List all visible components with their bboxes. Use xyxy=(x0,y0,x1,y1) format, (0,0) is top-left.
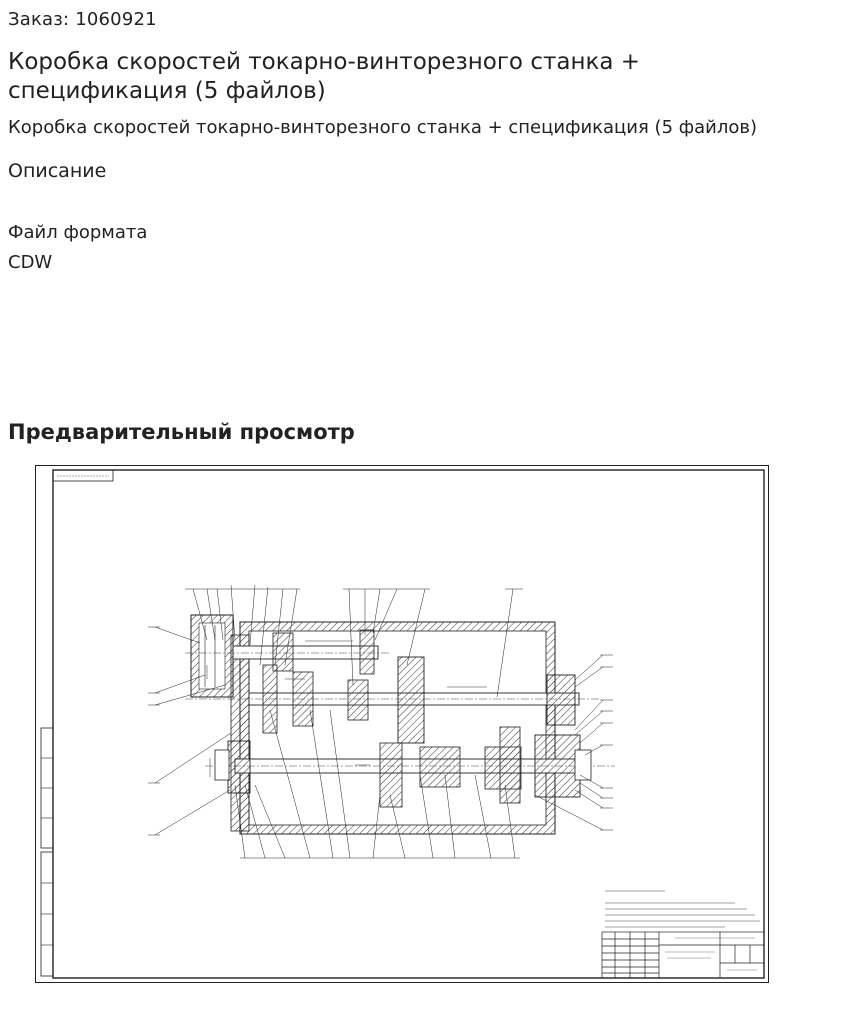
product-title: Коробка скоростей токарно-винторезного станка + спецификация (5 файлов) xyxy=(8,49,641,104)
description-heading: Описание xyxy=(8,160,107,182)
product-subtitle: Коробка скоростей токарно-винторезного станка + спецификация (5 файлов) xyxy=(8,117,758,138)
preview-heading: Предварительный просмотр xyxy=(8,420,355,444)
file-format-heading: Файл формата xyxy=(8,222,148,243)
preview-drawing[interactable] xyxy=(35,465,769,983)
file-format-value: CDW xyxy=(8,252,53,273)
order-number: Заказ: 1060921 xyxy=(8,9,157,30)
